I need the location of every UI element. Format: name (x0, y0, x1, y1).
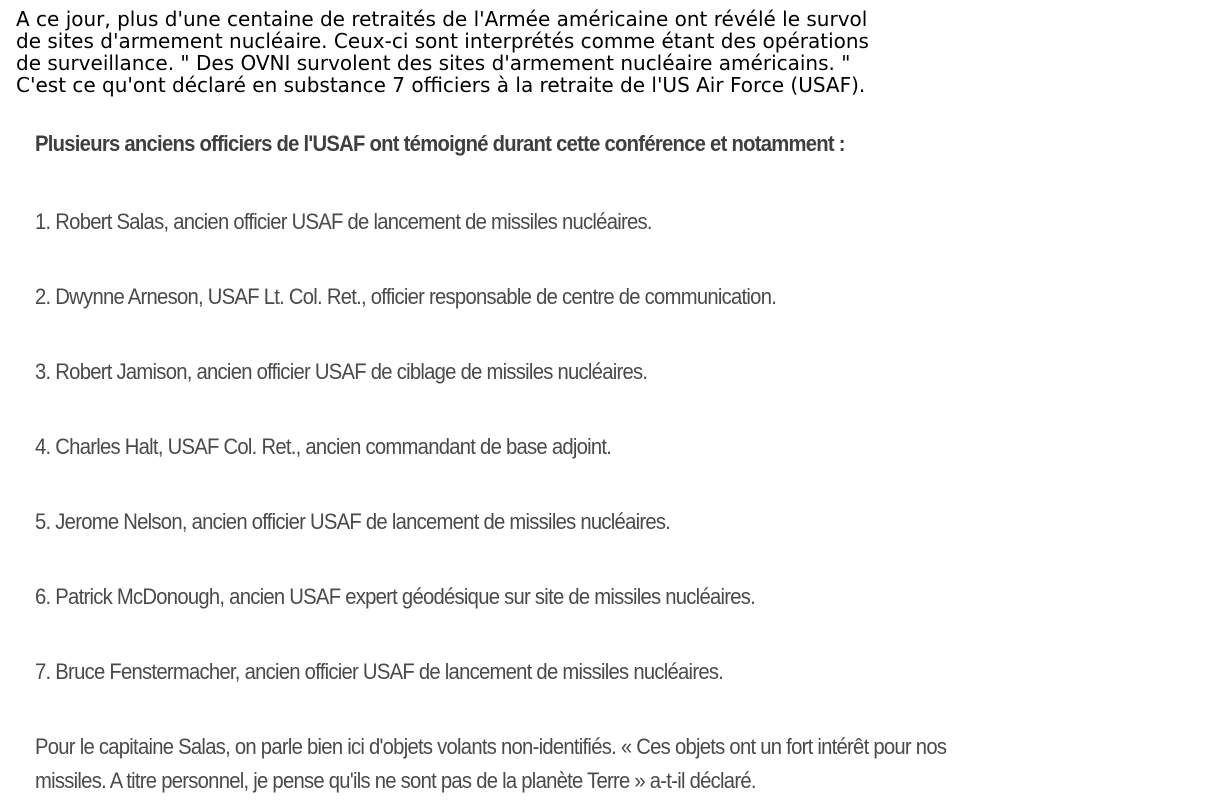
officer-item: 7. Bruce Fenstermacher, ancien officier USAF de lancement de missiles nucléaires. (35, 659, 724, 684)
officer-item: 2. Dwynne Arneson, USAF Lt. Col. Ret., officier responsable de centre de communication. (35, 284, 777, 309)
officer-item: 4. Charles Halt, USAF Col. Ret., ancien commandant de base adjoint. (35, 434, 612, 459)
officer-item: 1. Robert Salas, ancien officier USAF de lancement de missiles nucléaires. (35, 209, 652, 234)
quote-paragraph (35, 730, 1056, 798)
officer-item: 3. Robert Jamison, ancien officier USAF de ciblage de missiles nucléaires. (35, 359, 648, 384)
quote-line: Pour le capitaine Salas, on parle bien ici d'objets volants non-identifiés. « Ces objets ont un fort intérêt pour nos (35, 734, 947, 759)
quote-line: missiles. A titre personnel, je pense qu'ils ne sont pas de la planète Terre » a-t-il déclaré. (35, 768, 756, 793)
intro-paragraph: A ce jour, plus d'une centaine de retraités de l'Armée américaine ont révélé le survol de sites d'armement nucléaire. Ceux-ci sont interprétés comme étant des opérations de surveillance. " Des OVNI survolent des sites d'armement nucléaire américains. " C'est ce qu'ont déclaré en substance 7 officiers à la retraite de l'US Air Force (USAF). (16, 7, 869, 97)
officer-item: 6. Patrick McDonough, ancien USAF expert géodésique sur site de missiles nucléaires. (35, 584, 756, 609)
article-excerpt (35, 128, 1215, 793)
officer-item: 5. Jerome Nelson, ancien officier USAF de lancement de missiles nucléaires. (35, 509, 671, 534)
article-heading: Plusieurs anciens officiers de l'USAF ont témoigné durant cette conférence et notamment : (35, 131, 845, 156)
